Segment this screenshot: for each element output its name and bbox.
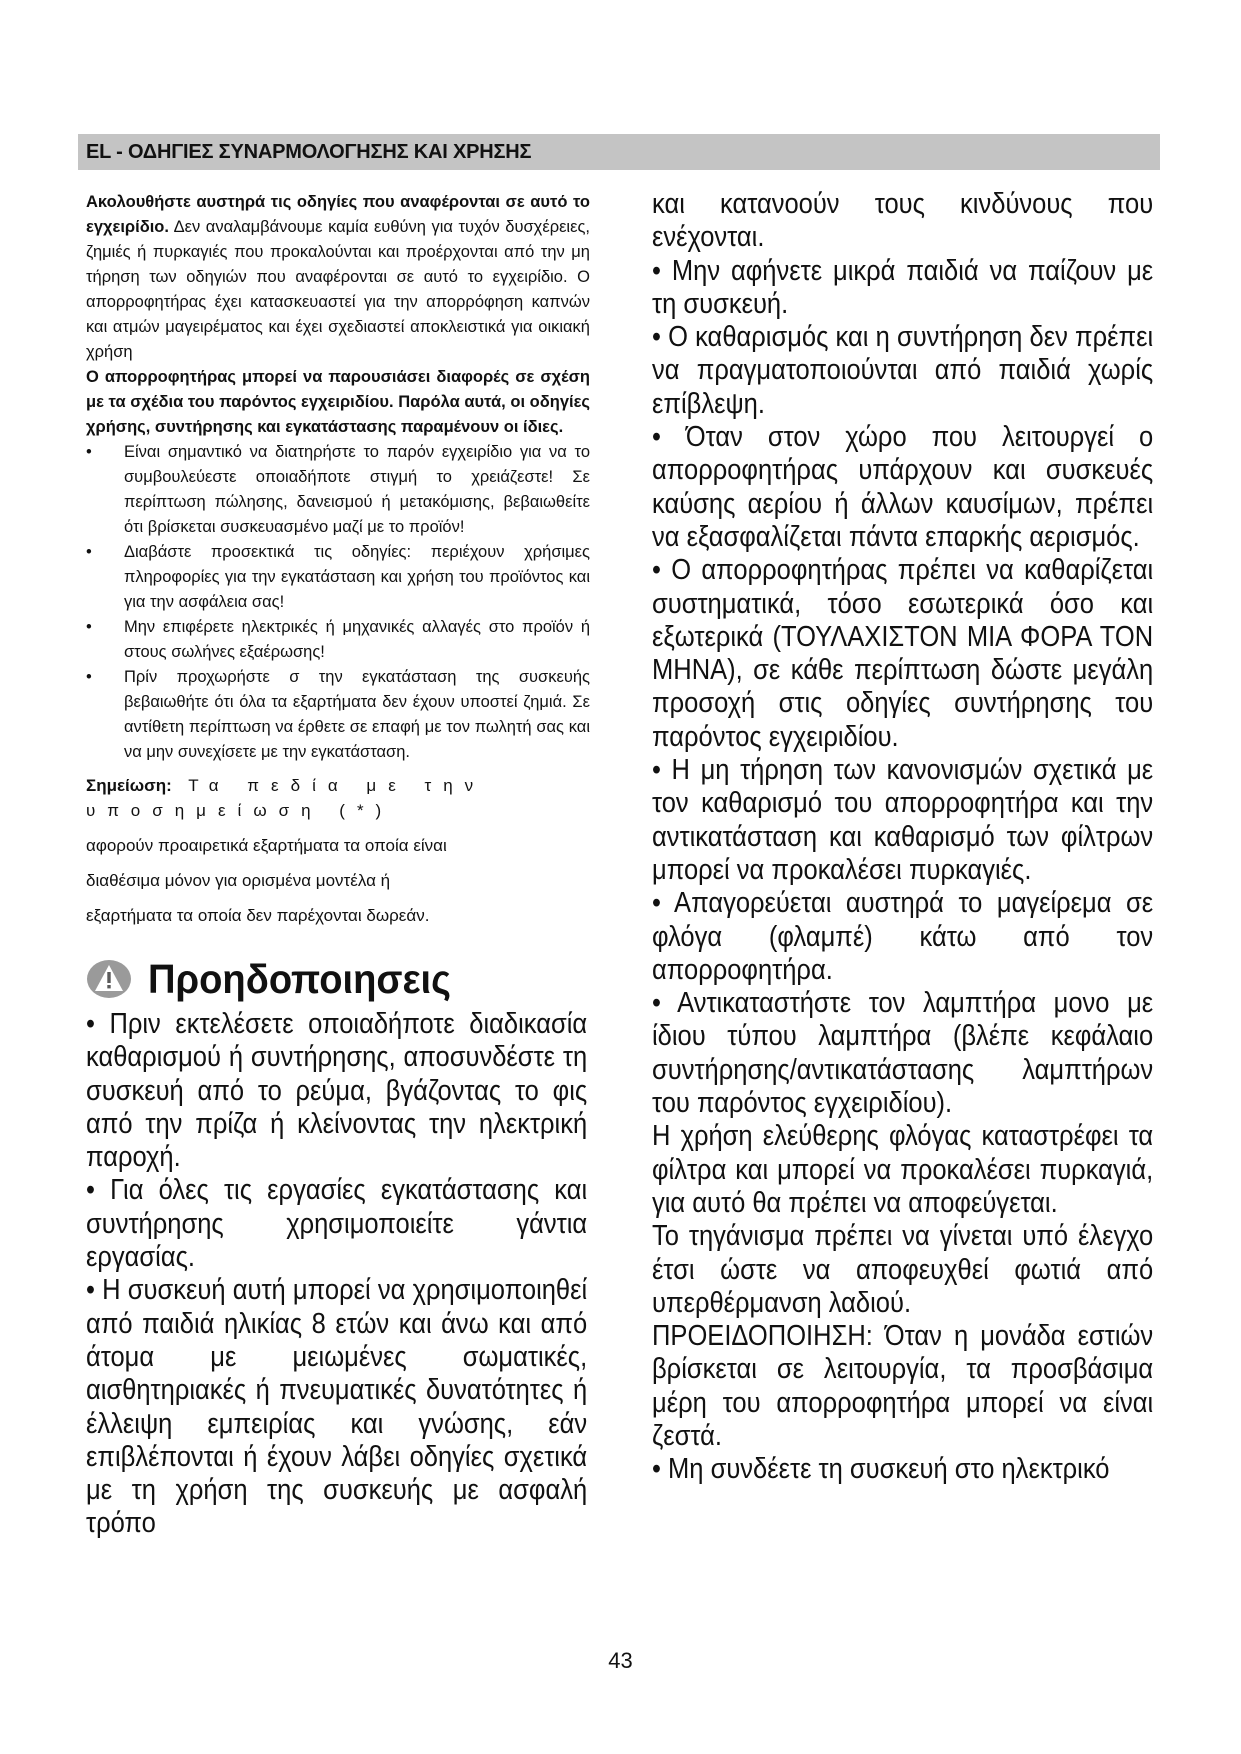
list-item: [86, 665, 590, 765]
warnings-title: Προηδοποιησεις: [148, 955, 451, 1002]
page-number: 43: [608, 1648, 633, 1673]
warning-right-5: • Ο απορροφητήρας πρέπει να καθαρίζεται συστηματικά, τόσο εσωτερικά όσο και εξωτερικά (ΤΟΥΛΑΧΙΣΤΟΝ ΜΙΑ ΦΟΡΑ ΤΟΝ ΜΗΝΑ), σε κάθε περίπτωση δώστε μεγάλη προσοχή στις οδηγίες συντήρησης του παρόντος εγχειριδίου.: [652, 554, 1154, 753]
warning-right-6: • Η μη τήρηση των κανονισμών σχετικά με τον καθαρισμό του απορροφητήρα και την αντικατάσταση και καθαρισμό των φίλτρων μπορεί να προκαλέσει πυρκαγιές.: [652, 754, 1154, 886]
intro-text-1: Δεν αναλαμβάνουμε καμία ευθύνη για τυχόν δυσχέρειες, ζημιές ή πυρκαγιές που προκαλούνται και προέρχονται από την μη τήρηση των οδηγιών που αναφέρονται σε αυτό το εγχειρίδιο. Ο απορροφητήρας έχει κατασκευαστεί για την απορρόφηση καπνών και ατμών μαγειρέματος και έχει σχεδιαστεί αποκλειστικά για οικιακή χρήση: [86, 218, 590, 361]
bullet-text: Πρίν προχωρήστε σ την εγκατάσταση της συσκευής βεβαιωθήτε ότι όλα τα εξαρτήματα δεν έχουν υποστεί ζημιά. Σε αντίθετη περίπτωση να έρθετε σε επαφή με τον πωλητή σας και να μην συνεχίσετε με την εγκατάσταση.: [124, 668, 590, 761]
warning-right-12: • Μη συνδέετε τη συσκευή στο ηλεκτρικό: [652, 1453, 1110, 1486]
note-line-2: αφορούν προαιρετικά εξαρτήματα τα οποία είναι: [86, 836, 447, 855]
right-column: [652, 188, 1156, 1487]
list-item: [86, 540, 590, 615]
bullet-dot: •: [86, 618, 92, 636]
note-label: Σημείωση:: [86, 776, 172, 795]
bullet-list: [86, 440, 590, 765]
warning-right-10: Το τηγάνισμα πρέπει να γίνεται υπό έλεγχο έτσι ώστε να αποφευχθεί φωτιά από υπερθέρμανση λαδιού.: [652, 1220, 1154, 1319]
note-line-3: διαθέσιμα μόνον για ορισμένα μοντέλα ή: [86, 871, 391, 890]
note-line-4: εξαρτήματα τα οποία δεν παρέχονται δωρεάν.: [86, 906, 430, 925]
bullet-dot: •: [86, 668, 92, 686]
intro-bold-2: Ο απορροφητήρας μπορεί να παρουσιάσει διαφορές σε σχέση με τα σχέδια του παρόντος εγχειριδίου. Παρόλα αυτά, οι οδηγίες χρήσης, συντήρησης και εγκατάστασης παραμένουν οι ίδιες.: [86, 368, 590, 436]
bullet-text: Είναι σημαντικό να διατηρήστε το παρόν εγχειρίδιο για να το συμβουλεύεστε οποιαδήποτε στιγμή το χρειάζεστε! Σε περίπτωση πώλησης, δανεισμού ή μετακόμισης, βεβαιωθείτε ότι βρίσκεται συσκευασμένο μαζί με το προϊόν!: [124, 443, 590, 536]
left-column: [86, 190, 590, 1541]
warning-left-2: • Για όλες τις εργασίες εγκατάστασης και συντήρησης χρησιμοποιείτε γάντια εργασίας.: [86, 1174, 588, 1274]
warning-right-1: και κατανοούν τους κινδύνους που ενέχονται.: [652, 188, 1154, 254]
warning-left-1: • Πριν εκτελέσετε οποιαδήποτε διαδικασία καθαρισμού ή συντήρησης, αποσυνδέστε τη συσκευή από το ρεύμα, βγάζοντας το φις από την πρίζα ή κλείνοντας την ηλεκτρική παροχή.: [86, 1008, 588, 1174]
warning-right-8: • Αντικαταστήστε τον λαμπτήρα μονο με ίδιου τύπου λαμπτήρα (βλέπε κεφάλαιο συντήρησης/αντικατάστασης λαμπτήρων του παρόντος εγχειριδίου).: [652, 987, 1154, 1120]
warning-right-3: • Ο καθαρισμός και η συντήρηση δεν πρέπει να πραγματοποιούνται από παιδιά χωρίς επίβλεψη.: [652, 321, 1154, 420]
warning-right-9: Η χρήση ελεύθερης φλόγας καταστρέφει τα φίλτρα και μπορεί να προκαλέσει πυρκαγιά, για αυτό θα πρέπει να αποφεύγεται.: [652, 1120, 1154, 1219]
bullet-dot: •: [86, 443, 92, 461]
warning-right-2: • Μην αφήνετε μικρά παιδιά να παίζουν με τη συσκευή.: [652, 254, 1154, 320]
warning-right-4: • Όταν στον χώρο που λειτουργεί ο απορροφητήρας υπάρχουν και συσκευές καύσης αερίου ή άλλων καυσίμων, πρέπει να εξασφαλίζεται πάντα επαρκής αερισμός.: [652, 421, 1154, 553]
warning-left-3: • Η συσκευή αυτή μπορεί να χρησιμοποιηθεί από παιδιά ηλικίας 8 ετών και άνω και από άτομα με μειωμένες σωματικές, αισθητηριακές ή πνευματικές δυνατότητες ή έλλειψη εμπειρίας και γνώσης, εάν επιβλέπονται ή έχουν λάβει οδηγίες σχετικά με τη χρήση της συσκευής με ασφαλή τρόπο: [86, 1274, 588, 1540]
warning-icon: [86, 958, 132, 1000]
warning-right-7: • Απαγορεύεται αυστηρά το μαγείρεμα σε φλόγα (φλαμπέ) κάτω από τον απορροφητήρα.: [652, 887, 1154, 986]
bullet-text: Διαβάστε προσεκτικά τις οδηγίες: περιέχουν χρήσιμες πληροφορίες για την εγκατάσταση και χρήση του προϊόντος και για την ασφάλεια σας!: [124, 543, 590, 611]
section-header: EL - ΟΔΗΓΙΕΣ ΣΥΝΑΡΜΟΛΟΓΗΣΗΣ ΚΑΙ ΧΡΗΣΗΣ: [78, 134, 1160, 170]
intro-paragraph: [86, 190, 590, 365]
note-tail: Τα πεδία με την υποσημείωση (*): [86, 776, 486, 820]
intro-bold-paragraph: [86, 365, 590, 440]
bullet-text: Μην επιφέρετε ηλεκτρικές ή μηχανικές αλλαγές στο προϊόν ή στους σωλήνες εξαέρωσης!: [124, 618, 590, 661]
bullet-dot: •: [86, 543, 92, 561]
list-item: [86, 440, 590, 540]
warnings-heading: [86, 950, 590, 1008]
warning-right-11: ΠΡΟΕΙΔΟΠΟΙΗΣΗ: Όταν η μονάδα εστιών βρίσκεται σε λειτουργία, τα προσβάσιμα μέρη του απορροφητήρα μπορεί να είναι ζεστά.: [652, 1320, 1154, 1452]
intro-bold-1: Ακολουθήστε αυστηρά τις οδηγίες που αναφέρονται σε αυτό το εγχειρίδιο.: [86, 193, 590, 236]
note-paragraph: [86, 773, 590, 823]
list-item: [86, 615, 590, 665]
